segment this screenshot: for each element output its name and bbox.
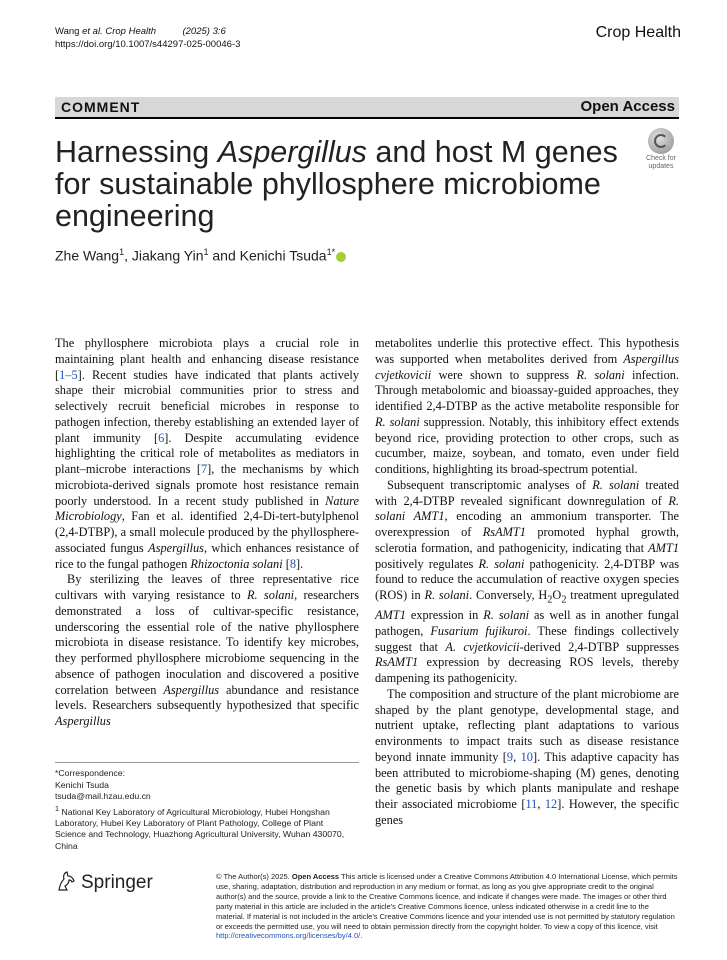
author-name[interactable]: Zhe Wang xyxy=(55,247,120,264)
text-run: treatment upregulated xyxy=(566,588,680,602)
text-run: pathogenicity. 2,4-DTBP was found to reduce the accumulation of reactive oxygen species (ROS) in xyxy=(375,556,680,602)
article-type-banner xyxy=(55,97,679,119)
text-run: O xyxy=(552,588,562,602)
publisher-name: Springer xyxy=(81,872,153,893)
citation-link[interactable]: 8 xyxy=(289,556,297,571)
text-run: , xyxy=(537,797,545,812)
text-run: abundance and resistance levels. Researchers subsequently hypothesized that specific xyxy=(55,682,359,713)
text-run: [ xyxy=(282,556,290,571)
italic-text: RsAMT1 xyxy=(375,655,419,670)
italic-text: AMT1 xyxy=(648,540,679,555)
body-paragraph xyxy=(55,336,359,572)
citation-header xyxy=(55,26,240,51)
italic-text: Rhizoctonia solani xyxy=(190,556,283,571)
text-run: treated with 2,4-DTBP revealed significant downregulation of xyxy=(375,477,680,508)
italic-text: Nature Microbiology xyxy=(55,493,359,524)
affiliation-text: National Key Laboratory of Agricultural Microbiology, Hubei Hongshan Laboratory, Hubei Key Laboratory of Plant Pathology, College of Plant Science and Technology, Huazhong Agricultural University, Wuhan 430070, China xyxy=(55,806,345,851)
subscript: 2 xyxy=(547,594,553,606)
author-affiliation-mark: 1 xyxy=(119,247,125,257)
text-run: were shown to suppress xyxy=(431,367,577,382)
check-updates-icon xyxy=(648,128,674,154)
article-title xyxy=(55,136,635,232)
publisher-logo xyxy=(55,870,153,894)
license-text: This article is licensed under a Creative Commons Attribution 4.0 International License, which permits use, sharing, adaptation, distribution and reproduction in any medium or format, as long as you give appropriate credit to the original author(s) and the source, provide a link to the Creative Commons licence, and indicate if changes were made. The images or other third party material in this article are included in the article's Creative Commons licence, unless indicated otherwise in a credit line to the material. If material is not included in the article's Creative Commons licence and your intended use is not permitted by statutory regulation or exceeds the permitted use, you will need to obtain permission directly from the copyright holder. To view a copy of this licence, visit xyxy=(216,872,678,931)
text-run: , Fan et al. identified 2,4-Di-tert-butylphenol (2,4-DTBP), a small molecule produced by the phyllosphere-associated fungus xyxy=(55,509,359,555)
check-updates-line2: updates xyxy=(648,162,674,170)
italic-text: AMT1 xyxy=(375,608,406,623)
text-run: ]. This adaptive capacity has been attributed to microbiome-shaping (M) genes, denoting the genetic basis by which plants manipulate and reshape their associated microbiome [ xyxy=(375,749,680,812)
italic-text: Aspergillus xyxy=(55,714,111,728)
citation-journal: Crop Health xyxy=(105,26,157,37)
citation-link[interactable]: 6 xyxy=(158,430,165,445)
text-run: infection. Through metabolomic and bioassay-guided approaches, they identified 2,4-DTBP as the active metabolite responsible for xyxy=(375,367,680,413)
text-run: ]. Recent studies have indicated that plants actively shape their microbial communities prior to stress and selectively recruit beneficial microbes in response to pathogen infection, thereby establishing an extended layer of plant immunity [ xyxy=(55,367,359,445)
citation-link[interactable]: 12 xyxy=(544,797,558,812)
license-link[interactable]: http://creativecommons.org/licenses/by/4.0/ xyxy=(216,931,361,941)
text-run: as well as in another fungal pathogen, xyxy=(375,608,680,638)
text-run: -derived 2,4-DTBP suppresses xyxy=(519,639,679,654)
italic-text: Aspergillus xyxy=(148,540,204,555)
license-end: . xyxy=(360,931,363,941)
footnotes xyxy=(55,768,355,852)
text-run: By sterilizing the leaves of three representative rice cultivars with varying resistance to xyxy=(55,572,359,602)
body-column-left xyxy=(55,336,359,730)
text-run: . Conversely, H xyxy=(469,588,548,602)
text-run: ]. Despite accumulating evidence highlighting the critical role of metabolites as mediators in plant–microbe interactions [ xyxy=(55,430,359,476)
text-run: , xyxy=(513,749,521,764)
title-italic: Aspergillus xyxy=(217,135,367,169)
author-affiliation-mark: 1 xyxy=(203,247,209,257)
citation-author: Wang xyxy=(55,26,80,37)
text-run: , researchers demonstrated a loss of cultivar-specific resistance, underscoring the essential role of the native phyllosphere microbiota in disease resistance. To identify key microbes, they performed phyllosphere microbiome sequencing in the absence of pathogen inoculation and discovered a positive correlation between xyxy=(55,588,359,697)
text-run: metabolites underlie this protective effect. This hypothesis was supported when metabolites derived from xyxy=(375,336,679,366)
correspondence-name: Kenichi Tsuda xyxy=(55,779,109,790)
springer-horse-icon xyxy=(55,870,77,892)
text-run: suppression. Notably, this inhibitory effect extends beyond rice, providing protection to other crops, such as cucumber, maize, soybean, and tomato, even under field conditions, highlighting its broad-spectrum potential. xyxy=(375,414,679,476)
correspondence-email[interactable]: tsuda@mail.hzau.edu.cn xyxy=(55,791,151,801)
body-paragraph xyxy=(375,687,679,829)
italic-text: R. solani AMT1 xyxy=(375,493,679,524)
italic-text: R. solani xyxy=(576,367,625,382)
affiliation xyxy=(55,803,355,853)
author-name[interactable]: Jiakang Yin xyxy=(131,247,204,264)
italic-text: RsAMT1 xyxy=(482,525,526,539)
text-run: positively regulates xyxy=(375,556,479,571)
license-notice xyxy=(216,872,679,941)
italic-text: Aspergillus cvjetkovicii xyxy=(375,351,679,382)
title-part-2: and host M genes for sustainable phyllosphere microbiome engineering xyxy=(55,135,618,233)
article-type: COMMENT xyxy=(61,99,141,115)
text-run: , encoding an ammonium transporter. The overexpression of xyxy=(375,509,680,539)
text-run: expression by decreasing ROS levels, thereby dampening its pathogenicity. xyxy=(375,655,679,686)
text-run: The composition and structure of the plant microbiome are shaped by the plant genotype, developmental stage, and nutrient uptake, reflecting plant adaptations to various environments to impact traits such as disease resistance beyond innate immunity [ xyxy=(375,686,679,764)
citation-et-al: et al. xyxy=(82,26,103,37)
italic-text: Aspergillus xyxy=(163,682,220,697)
title-part-1: Harnessing xyxy=(55,135,218,169)
subscript: 2 xyxy=(561,594,567,606)
italic-text: A. cvjetkovicii xyxy=(445,639,520,654)
italic-text: R. solani xyxy=(375,414,420,429)
citation-link[interactable]: 10 xyxy=(520,749,533,764)
text-run: The phyllosphere microbiota plays a crucial role in maintaining plant health and enhancing disease resistance [ xyxy=(55,336,359,382)
citation-link[interactable]: 11 xyxy=(525,797,538,812)
text-run: ]. However, the specific genes xyxy=(375,797,680,827)
citation-link[interactable]: 7 xyxy=(201,462,208,476)
author-affiliation-mark: 1* xyxy=(326,247,336,257)
citation-year-volume: (2025) 3:6 xyxy=(182,26,226,37)
italic-text: Fusarium fujikuroi xyxy=(430,623,528,638)
journal-name: Crop Health xyxy=(595,24,681,41)
citation-link[interactable]: 1–5 xyxy=(59,367,78,382)
author-name[interactable]: Kenichi Tsuda xyxy=(239,247,327,264)
body-paragraph xyxy=(375,336,679,478)
body-paragraph xyxy=(55,572,359,730)
italic-text: R. solani xyxy=(478,556,525,571)
text-run: Subsequent transcriptomic analyses of xyxy=(387,477,593,492)
citation-line xyxy=(55,26,240,39)
check-updates-line1: Check for xyxy=(646,155,676,162)
italic-text: R. solani xyxy=(592,477,640,492)
affiliation-mark: 1 xyxy=(55,803,60,813)
text-run: promoted hyphal growth, sclerotia formation, and pathogenicity, indicating that xyxy=(375,525,680,555)
license-copyright: © The Author(s) 2025. xyxy=(216,872,292,881)
body-column-right xyxy=(375,336,679,829)
doi-link[interactable]: https://doi.org/10.1007/s44297-025-00046-3 xyxy=(55,38,241,50)
author-separator: and xyxy=(208,247,240,264)
correspondence-label: *Correspondence: xyxy=(55,768,126,778)
text-run: ], the mechanisms by which microbiota-derived signals promote host resistance remain poorly understood. In a recent study published in xyxy=(55,462,359,508)
text-run: . These findings collectively suggest that xyxy=(375,623,679,654)
text-run: ]. xyxy=(296,556,304,571)
footnote-divider xyxy=(55,762,359,763)
author-list xyxy=(55,247,346,264)
italic-text: R. solani xyxy=(246,588,295,602)
license-open-access: Open Access xyxy=(291,872,340,881)
author-separator: , xyxy=(124,247,132,264)
check-for-updates-button[interactable] xyxy=(643,128,679,170)
text-run: , which enhances resistance of rice to the fungal pathogen xyxy=(55,540,360,571)
text-run: expression in xyxy=(405,608,484,623)
italic-text: R. solani xyxy=(424,588,470,602)
open-access-label: Open Access xyxy=(580,98,675,115)
citation-link[interactable]: 9 xyxy=(506,749,514,764)
body-paragraph xyxy=(375,478,679,687)
italic-text: R. solani xyxy=(483,608,530,623)
orcid-icon[interactable] xyxy=(336,252,346,262)
